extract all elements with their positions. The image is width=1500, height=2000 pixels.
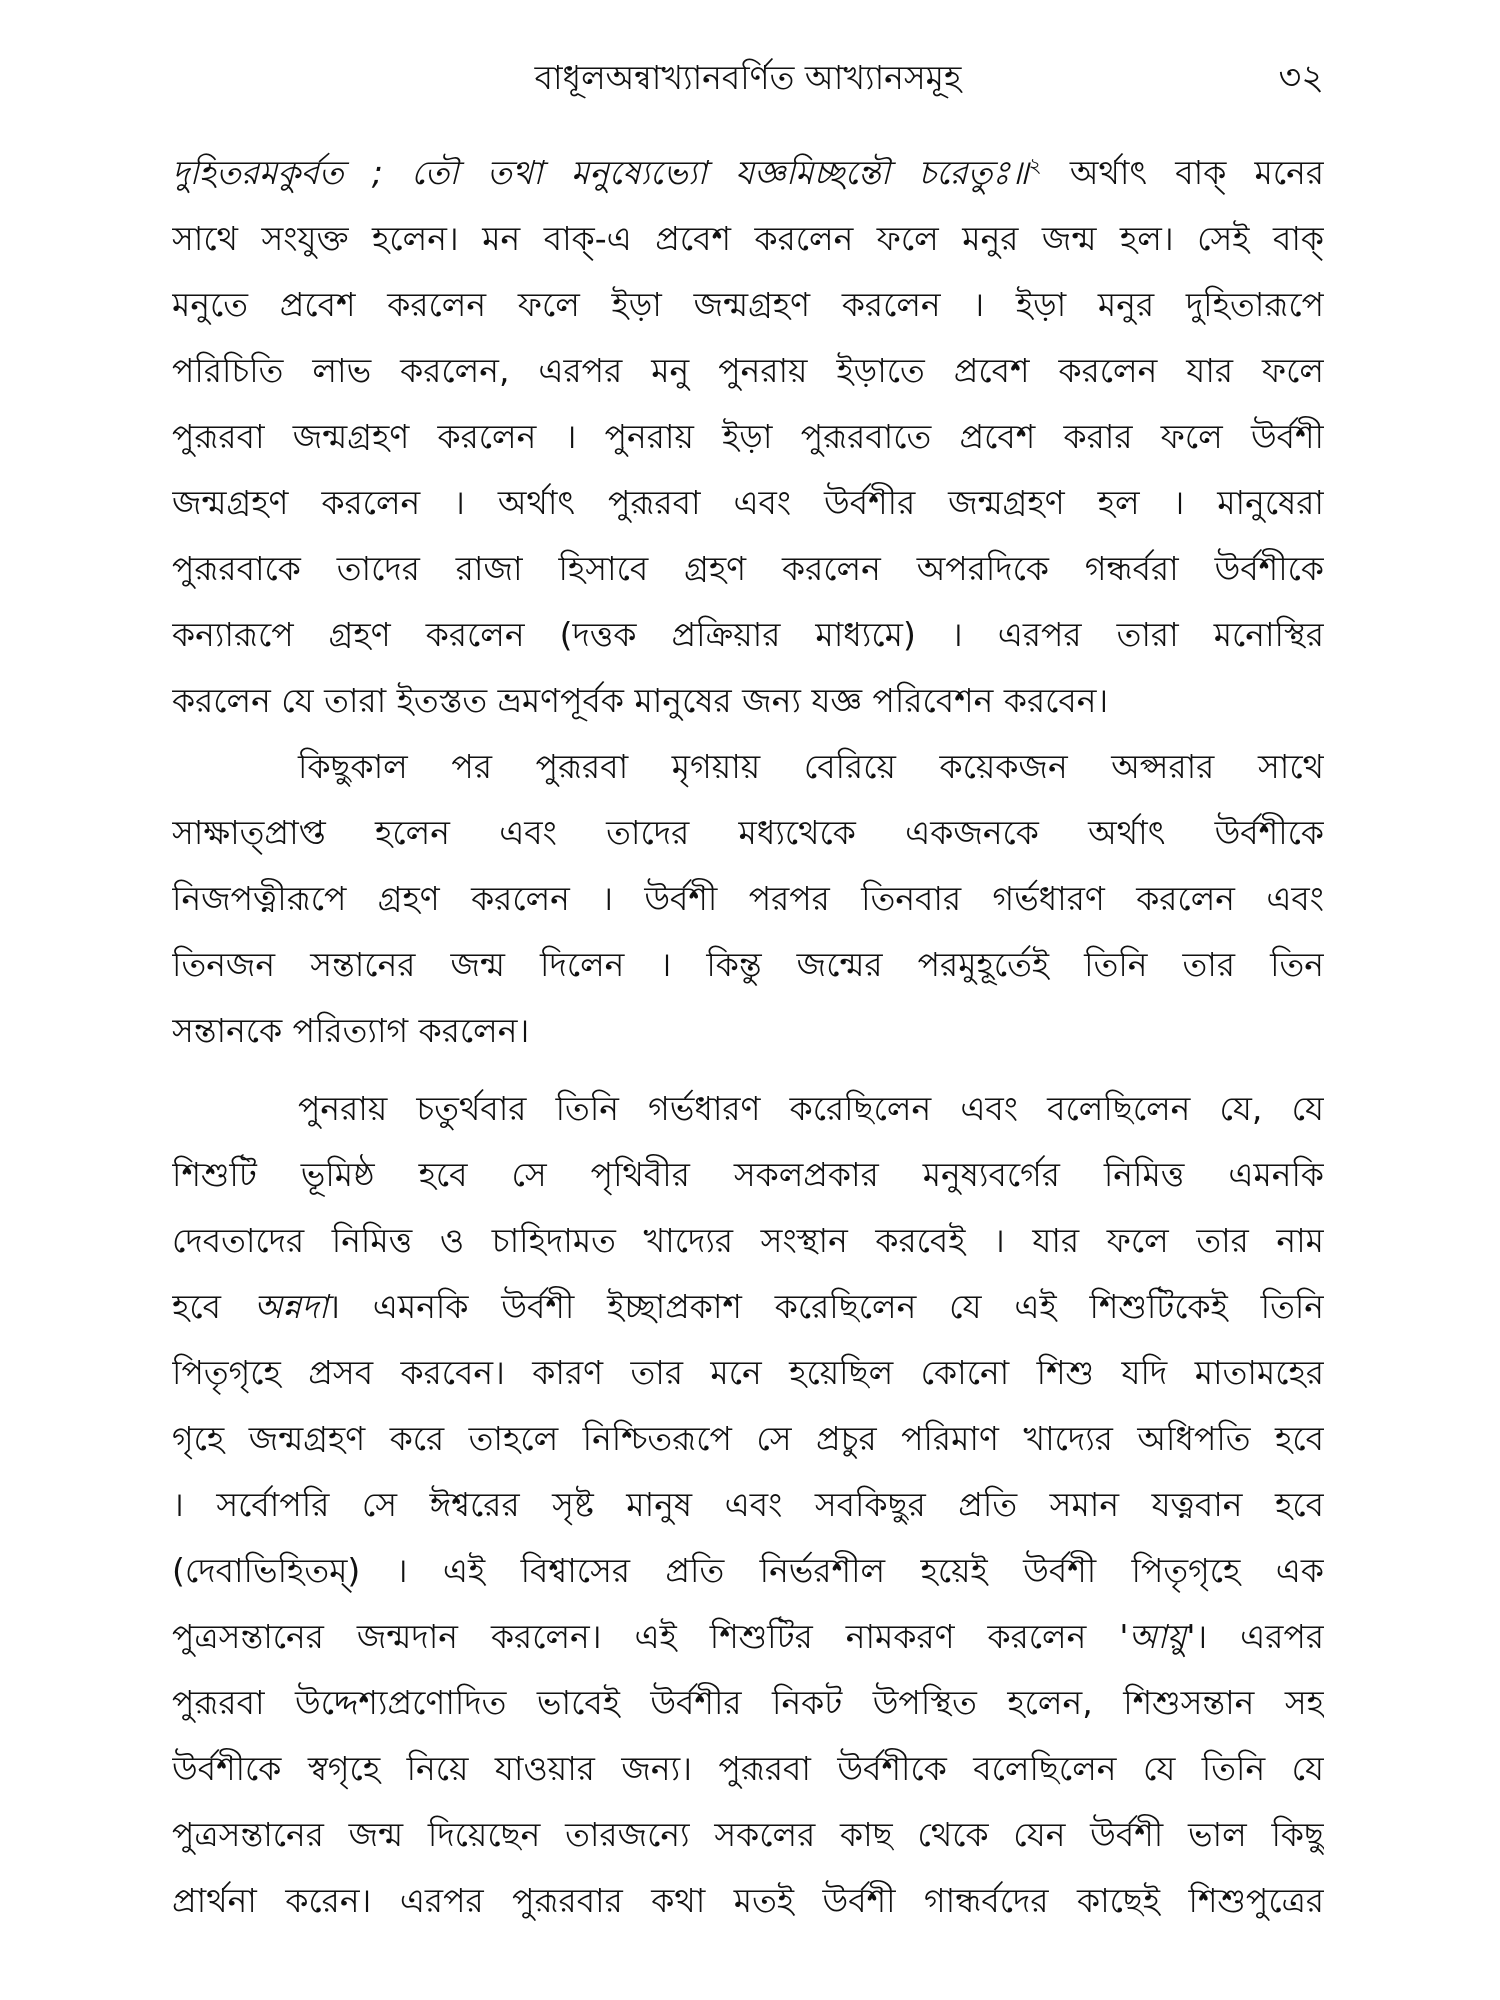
running-header [172,48,1324,108]
text-span: । এমনকি উর্বশী ইচ্ছাপ্রকাশ করেছিলেন যে এই শিশুটিকেই তিনি [328,1287,1324,1326]
text-line: পুরূরবা উদ্দেশ্যপ্রণোদিত ভাবেই উর্বশীর নিকট উপস্থিত হলেন, শিশুসন্তান সহ [172,1683,1324,1722]
text-line [172,140,1324,206]
text-line: সাক্ষাত্প্রাপ্ত হলেন এবং তাদের মধ্যথেকে একজনকে অর্থাৎ উর্বশীকে [172,813,1324,852]
text-line: পিতৃগৃহে প্রসব করবেন। কারণ তার মনে হয়েছিল কোনো শিশু যদি মাতামহের [172,1353,1324,1392]
text-line: শিশুটি ভূমিষ্ঠ হবে সে পৃথিবীর সকলপ্রকার মনুষ্যবর্গের নিমিত্ত এমনকি [172,1155,1324,1194]
text-span: পুত্রসন্তানের জন্মদান করলেন। এই শিশুটির নামকরণ করলেন [172,1617,1120,1656]
text-span: অর্থাৎ বাক্ মনের [1041,153,1324,192]
sanskrit-verse: দুহিতরমকুর্বত ; তৌ তথা মনুষ্যেভ্যো যজ্ঞমিচ্ছন্তৌ চরেতুঃ॥ [172,153,1029,192]
text-line: জন্মগ্রহণ করলেন । অর্থাৎ পুরূরবা এবং উর্বশীর জন্মগ্রহণ হল । মানুষেরা [172,483,1324,522]
page-number: ৩২ [1278,58,1324,98]
text-line [172,1604,1324,1670]
text-line [172,1274,1324,1340]
text-line: কিছুকাল পর পুরূরবা মৃগয়ায় বেরিয়ে কয়েকজন অপ্সরার সাথে [298,747,1324,786]
text-span: হবে [172,1287,254,1326]
text-line: নিজপত্নীরূপে গ্রহণ করলেন । উর্বশী পরপর তিনবার গর্ভধারণ করলেন এবং [172,879,1324,918]
paragraph-gap [172,1064,1324,1076]
text-line: মনুতে প্রবেশ করলেন ফলে ইড়া জন্মগ্রহণ করলেন । ইড়া মনুর দুহিতারূপে [172,285,1324,324]
text-line: করলেন যে তারা ইতস্তত ভ্রমণপূর্বক মানুষের জন্য যজ্ঞ পরিবেশন করবেন। [172,681,1109,720]
text-line: গৃহে জন্মগ্রহণ করে তাহলে নিশ্চিতরূপে সে প্রচুর পরিমাণ খাদ্যের অধিপতি হবে [172,1419,1324,1458]
text-line: পুনরায় চতুর্থবার তিনি গর্ভধারণ করেছিলেন এবং বলেছিলেন যে, যে [298,1089,1324,1128]
text-line: পুত্রসন্তানের জন্ম দিয়েছেন তারজন্যে সকলের কাছ থেকে যেন উর্বশী ভাল কিছু [172,1815,1324,1854]
text-line: পুরূরবাকে তাদের রাজা হিসাবে গ্রহণ করলেন অপরদিকে গন্ধর্বরা উর্বশীকে [172,549,1324,588]
text-line: । সর্বোপরি সে ঈশ্বরের সৃষ্ট মানুষ এবং সবকিছুর প্রতি সমান যত্নবান হবে [172,1485,1324,1524]
body-text [172,140,1324,1934]
text-line: সন্তানকে পরিত্যাগ করলেন। [172,1011,530,1050]
running-title: বাধূলঅন্বাখ্যানবর্ণিত আখ্যানসমূহ [534,58,962,97]
child-name-ayu: 'আয়ু' [1119,1617,1196,1656]
text-line: (দেবাভিহিতম্) । এই বিশ্বাসের প্রতি নির্ভরশীল হয়েই উর্বশী পিতৃগৃহে এক [172,1551,1324,1590]
text-span: । এরপর [1195,1617,1324,1656]
text-line: পরিচিতি লাভ করলেন, এরপর মনু পুনরায় ইড়াতে প্রবেশ করলেন যার ফলে [172,351,1324,390]
text-line: উর্বশীকে স্বগৃহে নিয়ে যাওয়ার জন্য। পুরূরবা উর্বশীকে বলেছিলেন যে তিনি যে [172,1749,1324,1788]
text-line: পুরূরবা জন্মগ্রহণ করলেন । পুনরায় ইড়া পুরূরবাতে প্রবেশ করার ফলে উর্বশী [172,417,1324,456]
text-line: তিনজন সন্তানের জন্ম দিলেন । কিন্তু জন্মের পরমুহূর্তেই তিনি তার তিন [172,945,1324,984]
text-line: দেবতাদের নিমিত্ত ও চাহিদামত খাদ্যের সংস্থান করবেই । যার ফলে তার নাম [172,1221,1324,1260]
footnote-marker: ২ [1028,153,1042,177]
text-line: সাথে সংযুক্ত হলেন। মন বাক্-এ প্রবেশ করলেন ফলে মনুর জন্ম হল। সেই বাক্ [172,219,1324,258]
child-name-annada: অন্নদা [253,1287,329,1326]
text-line: প্রার্থনা করেন। এরপর পুরূরবার কথা মতই উর্বশী গান্ধর্বদের কাছেই শিশুপুত্রের [172,1881,1324,1920]
text-line: কন্যারূপে গ্রহণ করলেন (দত্তক প্রক্রিয়ার মাধ্যমে) । এরপর তারা মনোস্থির [172,615,1324,654]
